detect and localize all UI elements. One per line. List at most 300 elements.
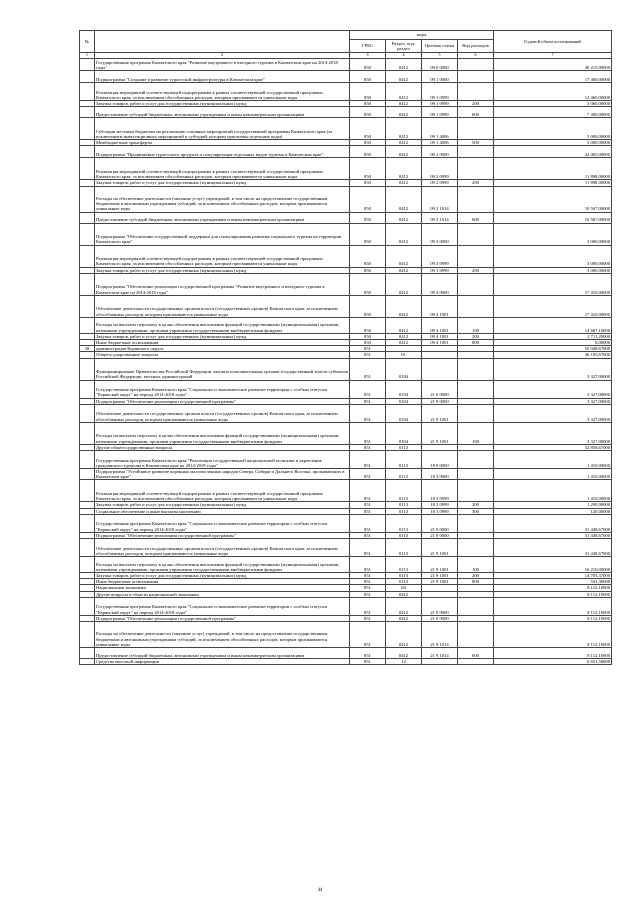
row-target: 09 2 1014 xyxy=(422,186,458,212)
row-number xyxy=(80,404,95,422)
row-type xyxy=(458,514,494,532)
table-row xyxy=(80,404,612,422)
row-target: 09 1 0999 xyxy=(422,101,458,107)
row-grbs: 851 xyxy=(350,508,386,514)
budget-table xyxy=(79,30,612,665)
row-name: Закупка товаров, работ и услуг для государственных (муниципальных) нужд xyxy=(95,333,350,339)
header-row-1 xyxy=(80,31,612,40)
row-name: Подпрограмма "Создание и развитие туристской инфраструктуры в Камчатском крае" xyxy=(95,71,350,83)
table-row xyxy=(80,83,612,101)
row-grbs: 851 xyxy=(350,573,386,579)
table-row xyxy=(80,273,612,295)
col-num-2: 2 xyxy=(95,53,350,59)
row-section: 0412 xyxy=(386,107,422,118)
page-number: 44 xyxy=(317,888,323,893)
row-amount: 3 327,00000 xyxy=(494,422,612,444)
row-type xyxy=(458,380,494,398)
table-row xyxy=(80,622,612,648)
row-number xyxy=(80,622,95,648)
row-number xyxy=(80,158,95,180)
row-amount: 11 898,00000 xyxy=(494,180,612,186)
row-type: 500 xyxy=(458,140,494,146)
row-grbs: 850 xyxy=(350,223,386,245)
row-number xyxy=(80,273,95,295)
row-type xyxy=(458,295,494,317)
table-row xyxy=(80,158,612,180)
row-name: Подпрограмма "Обеспечение государственной поддержки для стимулирования развития социального туризма на территории Камчатского края" xyxy=(95,223,350,245)
row-type xyxy=(458,622,494,648)
row-type xyxy=(458,597,494,615)
row-section: 0412 xyxy=(386,317,422,333)
row-section: 0113 xyxy=(386,579,422,585)
row-section: 0412 xyxy=(386,118,422,140)
table-row xyxy=(80,539,612,557)
row-grbs: 850 xyxy=(350,212,386,223)
row-number xyxy=(80,118,95,140)
row-amount: 17 410,00000 xyxy=(494,295,612,317)
row-amount: 7 400,00000 xyxy=(494,107,612,118)
table-row xyxy=(80,480,612,502)
header-target: Целевая статья xyxy=(422,40,458,53)
row-type: 200 xyxy=(458,180,494,186)
row-name: Средства массовой информации xyxy=(95,659,350,665)
row-section: 0412 xyxy=(386,340,422,346)
row-section: 04 xyxy=(386,585,422,591)
col-num-3: 3 xyxy=(350,53,386,59)
row-target: 21 0 0000 xyxy=(422,380,458,398)
row-grbs: 850 xyxy=(350,295,386,317)
row-grbs: 851 xyxy=(350,514,386,532)
row-target: 21 9 1001 xyxy=(422,579,458,585)
row-grbs: 851 xyxy=(350,346,386,352)
row-type xyxy=(458,223,494,245)
row-name: Другие вопросы в области национальной экономики xyxy=(95,591,350,597)
row-name: Закупка товаров, работ и услуг для государственных (муниципальных) нужд xyxy=(95,573,350,579)
row-grbs: 850 xyxy=(350,186,386,212)
table-row xyxy=(80,597,612,615)
row-amount: 1 410,00000 xyxy=(494,451,612,469)
row-name: Предоставление субсидий бюджетным, автономным учреждениям и иным некоммерческим организациям xyxy=(95,107,350,118)
row-target: 09 3 0999 xyxy=(422,245,458,267)
row-name: Межбюджетные трансферты xyxy=(95,140,350,146)
row-amount: 31 448,67000 xyxy=(494,514,612,532)
row-amount: 3 327,00000 xyxy=(494,398,612,404)
row-section: 0412 xyxy=(386,333,422,339)
row-type: 600 xyxy=(458,212,494,223)
row-target: 09 4 1001 xyxy=(422,333,458,339)
row-name: Подпрограмма "Обеспечение реализации государственной программы" xyxy=(95,398,350,404)
row-name: Закупка товаров, работ и услуг для государственных (муниципальных) нужд xyxy=(95,502,350,508)
row-name: Социальное обеспечение и иные выплаты населению xyxy=(95,508,350,514)
row-grbs: 851 xyxy=(350,480,386,502)
table-row xyxy=(80,118,612,140)
row-name: Обеспечение деятельности государственных органов власти (государственных органов) Камчатского края, за исключением обособленных расходов, которым присваиваются уникальные коды xyxy=(95,539,350,557)
row-grbs: 851 xyxy=(350,502,386,508)
row-grbs: 850 xyxy=(350,146,386,158)
row-number xyxy=(80,358,95,380)
row-section: 0412 xyxy=(386,267,422,273)
row-type: 100 xyxy=(458,422,494,444)
row-type xyxy=(458,451,494,469)
row-type xyxy=(458,186,494,212)
table-row xyxy=(80,358,612,380)
row-type: 800 xyxy=(458,579,494,585)
row-name: Субсидии местным бюджетам на реализацию основных мероприятий государственной программы Камчатского края (за исключением инвестиционных мероприятий и субсидий, которым присвоены отдельные коды) xyxy=(95,118,350,140)
row-grbs: 851 xyxy=(350,648,386,659)
row-type: 300 xyxy=(458,508,494,514)
col-num-4: 4 xyxy=(386,53,422,59)
row-target: 09 1 0999 xyxy=(422,83,458,101)
row-amount: 6 651,50000 xyxy=(494,659,612,665)
table-row xyxy=(80,422,612,444)
row-name: Подпрограмма "Продвижение туристского продукта и популяризация отдельных видов туризма в Камчатском крае" xyxy=(95,146,350,158)
row-number xyxy=(80,245,95,267)
row-name: Подпрограмма "Обеспечение реализации государственной программы" xyxy=(95,615,350,621)
row-type xyxy=(458,404,494,422)
row-amount: 31 448,67000 xyxy=(494,539,612,557)
table-row xyxy=(80,648,612,659)
row-section: 0412 xyxy=(386,212,422,223)
row-type xyxy=(458,118,494,140)
row-name: Государственная программа Камчатского края "Социальное и экономическое развитие территории с особым статусом "Корякский округ" на период 2014-2018 годы" xyxy=(95,514,350,532)
row-amount: 6,00000 xyxy=(494,340,612,346)
row-number xyxy=(80,380,95,398)
row-grbs: 851 xyxy=(350,659,386,665)
row-type xyxy=(458,146,494,158)
row-grbs: 851 xyxy=(350,404,386,422)
row-target: 18 3 0999 xyxy=(422,480,458,502)
row-number xyxy=(80,59,95,71)
row-section: 0412 xyxy=(386,615,422,621)
row-amount: 5 060,00000 xyxy=(494,101,612,107)
row-target: 18 0 0000 xyxy=(422,451,458,469)
row-amount: 3 000,00000 xyxy=(494,267,612,273)
row-amount: 22 465,00000 xyxy=(494,146,612,158)
table-row xyxy=(80,514,612,532)
row-number xyxy=(80,186,95,212)
row-amount: 3 000,00000 xyxy=(494,245,612,267)
row-section: 0412 xyxy=(386,295,422,317)
col-num-7: 7 xyxy=(494,53,612,59)
row-amount: 12 460,00000 xyxy=(494,83,612,101)
row-grbs: 851 xyxy=(350,615,386,621)
header-name xyxy=(95,31,350,53)
row-amount: 8 112,10000 xyxy=(494,585,612,591)
row-type: 800 xyxy=(458,340,494,346)
row-name: Расходы на выплаты персоналу в целях обеспечения выполнения функций государственными (муниципальными) органами, казенными учреждениями, органами управления государственными внебюджетными фондами xyxy=(95,317,350,333)
row-type xyxy=(458,539,494,557)
table-row xyxy=(80,245,612,267)
row-section: 0113 xyxy=(386,451,422,469)
row-grbs: 850 xyxy=(350,140,386,146)
row-section: 0412 xyxy=(386,140,422,146)
row-amount: 3 327,00000 xyxy=(494,380,612,398)
row-target: 09 2 1014 xyxy=(422,212,458,223)
row-name: Иные бюджетные ассигнования xyxy=(95,340,350,346)
row-section: 0104 xyxy=(386,398,422,404)
row-amount: 32 858,67000 xyxy=(494,444,612,450)
row-section: 0113 xyxy=(386,469,422,480)
row-type: 100 xyxy=(458,317,494,333)
row-number xyxy=(80,107,95,118)
row-amount: 2 711,29000 xyxy=(494,333,612,339)
row-type: 200 xyxy=(458,502,494,508)
row-grbs: 850 xyxy=(350,118,386,140)
row-type xyxy=(458,480,494,502)
row-amount: 1 410,00000 xyxy=(494,480,612,502)
row-type: 200 xyxy=(458,333,494,339)
table-row xyxy=(80,71,612,83)
table-row xyxy=(80,212,612,223)
row-name: Другие общегосударственные вопросы xyxy=(95,444,350,450)
row-target: 09 3 0999 xyxy=(422,267,458,273)
row-target: 21 9 1001 xyxy=(422,422,458,444)
row-section: 0412 xyxy=(386,223,422,245)
row-section: 0113 xyxy=(386,557,422,573)
row-amount: 8 112,10000 xyxy=(494,597,612,615)
row-name: Закупка товаров, работ и услуг для государственных (муниципальных) нужд xyxy=(95,180,350,186)
row-name: Общегосударственные вопросы xyxy=(95,352,350,358)
row-target: 21 0 0000 xyxy=(422,514,458,532)
row-amount: 36 185,67000 xyxy=(494,352,612,358)
row-target: 09 0 0000 xyxy=(422,59,458,71)
table-row xyxy=(80,59,612,71)
row-section: 0412 xyxy=(386,59,422,71)
row-grbs: 851 xyxy=(350,532,386,538)
row-target: 09 4 1001 xyxy=(422,340,458,346)
row-target: 09 4 1001 xyxy=(422,295,458,317)
row-type: 200 xyxy=(458,267,494,273)
row-target: 09 1 0999 xyxy=(422,107,458,118)
row-number xyxy=(80,514,95,532)
row-amount: 8 112,10000 xyxy=(494,615,612,621)
row-section: 0113 xyxy=(386,508,422,514)
row-name: Расходы на обеспечение деятельности (оказание услуг) учреждений, в том числе на предоставление государственным бюджетным и автономным учреждениям субсидий, за исключением обособленных расходов, которым присваиваются уникальные коды xyxy=(95,186,350,212)
row-name: Расходы на выплаты персоналу в целях обеспечения выполнения функций государственными (муниципальными) органами, казенными учреждениями, органами управления государственными внебюджетными фондами xyxy=(95,557,350,573)
header-codes: коды xyxy=(350,31,494,40)
row-amount: 3 327,00000 xyxy=(494,358,612,380)
row-section: 0113 xyxy=(386,502,422,508)
row-amount: 14 687,10000 xyxy=(494,317,612,333)
row-grbs: 851 xyxy=(350,469,386,480)
row-section: 0113 xyxy=(386,539,422,557)
row-number xyxy=(80,597,95,615)
row-grbs: 851 xyxy=(350,539,386,557)
row-section: 0412 xyxy=(386,158,422,180)
row-grbs: 850 xyxy=(350,59,386,71)
row-section: 12 xyxy=(386,659,422,665)
col-num-6: 6 xyxy=(458,53,494,59)
row-name: Государственная программа Камчатского края "Социальное и экономическое развитие территории с особым статусом "Корякский округ" на период 2014-2018 годы" xyxy=(95,597,350,615)
row-number xyxy=(80,480,95,502)
row-target: 21 9 0000 xyxy=(422,398,458,404)
row-number xyxy=(80,557,95,573)
row-amount: 8 112,10000 xyxy=(494,622,612,648)
row-amount: 1 290,00000 xyxy=(494,502,612,508)
row-section: 0104 xyxy=(386,380,422,398)
table-row xyxy=(80,107,612,118)
row-amount: 533,30000 xyxy=(494,579,612,585)
row-name: Обеспечение деятельности государственных органов власти (государственных органов) Камчатского края, за исключением обособленных расходов, которым присваиваются уникальные коды xyxy=(95,295,350,317)
row-amount: 1 410,00000 xyxy=(494,469,612,480)
row-grbs: 851 xyxy=(350,358,386,380)
row-grbs: 850 xyxy=(350,273,386,295)
row-type: 100 xyxy=(458,557,494,573)
row-name: Подпрограмма "Обеспечение реализации государственной программы "Развитие внутреннего и въездного туризма в Камчатском крае на 2014-2018 годы" xyxy=(95,273,350,295)
header-no: № xyxy=(80,31,95,53)
row-name: Предоставление субсидий бюджетным, автономным учреждениям и иным некоммерческим организациям xyxy=(95,648,350,659)
row-number xyxy=(80,223,95,245)
row-name: Иные бюджетные ассигнования xyxy=(95,579,350,585)
row-amount: 120,00000 xyxy=(494,508,612,514)
row-grbs: 851 xyxy=(350,422,386,444)
row-section: 0412 xyxy=(386,273,422,295)
row-amount: 14 705,37000 xyxy=(494,573,612,579)
row-grbs: 851 xyxy=(350,579,386,585)
row-section: 0104 xyxy=(386,422,422,444)
row-section: 0412 xyxy=(386,180,422,186)
row-grbs: 850 xyxy=(350,333,386,339)
row-type xyxy=(458,469,494,480)
col-num-5: 5 xyxy=(422,53,458,59)
row-name: Реализация мероприятий соответствующей подпрограммы в рамках соответствующей государственной программы Камчатского края, за исключением обособленных расходов, которым присваиваются уникальные коды xyxy=(95,83,350,101)
row-target: 21 0 0000 xyxy=(422,597,458,615)
row-type: 200 xyxy=(458,573,494,579)
row-name: Государственная программа Камчатского края "Реализация государственной национальной политики и укрепление гражданского единства в Камчатском крае на 2014-2018 годы" xyxy=(95,451,350,469)
header-type: Вид расходов xyxy=(458,40,494,53)
row-number xyxy=(80,83,95,101)
row-target: 21 9 1014 xyxy=(422,622,458,648)
row-type xyxy=(458,83,494,101)
row-target: 09 3 0000 xyxy=(422,223,458,245)
table-row xyxy=(80,557,612,573)
row-section: 0113 xyxy=(386,532,422,538)
row-grbs: 851 xyxy=(350,444,386,450)
row-target xyxy=(422,358,458,380)
row-name: Подпрограмма "Устойчивое развитие коренных малочисленных народов Севера, Сибири и Дальнего Востока, проживающих в Камчатском крае" xyxy=(95,469,350,480)
row-number: 38 xyxy=(80,346,95,352)
row-name: Расходы на обеспечение деятельности (оказание услуг) учреждений, в том числе на предоставление государственным бюджетным и автономным учреждениям субсидий, за исключением обособленных расходов, которым присваиваются уникальные коды xyxy=(95,622,350,648)
row-type: 200 xyxy=(458,101,494,107)
row-section: 0412 xyxy=(386,101,422,107)
row-amount: 10 567,00000 xyxy=(494,212,612,223)
table-row xyxy=(80,223,612,245)
row-target: 09 2 0000 xyxy=(422,146,458,158)
row-amount: 8 112,10000 xyxy=(494,591,612,597)
row-name: Предоставление субсидий бюджетным, автономным учреждениям и иным некоммерческим организациям xyxy=(95,212,350,223)
row-grbs: 850 xyxy=(350,317,386,333)
col-num-1: 1 xyxy=(80,53,95,59)
table-row xyxy=(80,380,612,398)
row-name: Государственная программа Камчатского края "Развитие внутреннего и въездного туризма в Камчатском крае на 2014-2018 годы" xyxy=(95,59,350,71)
row-type xyxy=(458,71,494,83)
row-target: 21 9 1014 xyxy=(422,648,458,659)
row-grbs: 851 xyxy=(350,591,386,597)
row-name: Расходы на выплаты персоналу в целях обеспечения выполнения функций государственными (муниципальными) органами, казенными учреждениями, органами управления государственными внебюджетными фондами xyxy=(95,422,350,444)
row-amount: 16 210,00000 xyxy=(494,557,612,573)
row-target: 09 1 0000 xyxy=(422,71,458,83)
row-target: 09 2 0999 xyxy=(422,158,458,180)
row-section: 0412 xyxy=(386,146,422,158)
table-row xyxy=(80,295,612,317)
row-number xyxy=(80,659,95,665)
row-amount: 8 112,10000 xyxy=(494,648,612,659)
row-target: 09 4 1001 xyxy=(422,317,458,333)
header-section: Раздел, под-раздел xyxy=(386,40,422,53)
row-target: 09 2 0999 xyxy=(422,180,458,186)
table-row xyxy=(80,146,612,158)
row-target: 21 9 1001 xyxy=(422,539,458,557)
row-number xyxy=(80,317,95,333)
row-section: 0104 xyxy=(386,358,422,380)
table-row xyxy=(80,469,612,480)
row-target: 21 9 0000 xyxy=(422,615,458,621)
row-grbs: 850 xyxy=(350,107,386,118)
header-grbs: ГРБС xyxy=(350,40,386,53)
row-section: 0412 xyxy=(386,648,422,659)
row-number xyxy=(80,539,95,557)
row-type xyxy=(458,245,494,267)
row-amount: 3 000,00000 xyxy=(494,223,612,245)
row-name: Реализация мероприятий соответствующей подпрограммы в рамках соответствующей государственной программы Камчатского края, за исключением обособленных расходов, которым присваиваются уникальные коды xyxy=(95,245,350,267)
row-section: 0412 xyxy=(386,622,422,648)
row-amount: 50 948,67000 xyxy=(494,346,612,352)
header-amount: Годовой объем ассигнований xyxy=(494,31,612,53)
row-type: 600 xyxy=(458,107,494,118)
row-grbs: 851 xyxy=(350,557,386,573)
table-body xyxy=(80,59,612,665)
row-name: Закупка товаров, работ и услуг для государственных (муниципальных) нужд xyxy=(95,101,350,107)
row-grbs: 850 xyxy=(350,245,386,267)
row-number xyxy=(80,212,95,223)
row-number xyxy=(80,422,95,444)
row-grbs: 850 xyxy=(350,267,386,273)
row-type xyxy=(458,358,494,380)
row-name: Национальная экономика xyxy=(95,585,350,591)
row-number xyxy=(80,295,95,317)
row-target: 21 9 1001 xyxy=(422,557,458,573)
row-grbs: 851 xyxy=(350,352,386,358)
row-section: 0412 xyxy=(386,591,422,597)
row-grbs: 851 xyxy=(350,585,386,591)
row-section: 0412 xyxy=(386,71,422,83)
row-number xyxy=(80,451,95,469)
row-target: 09 1 4006 xyxy=(422,140,458,146)
row-type xyxy=(458,59,494,71)
row-grbs: 851 xyxy=(350,398,386,404)
row-amount: 3 327,00000 xyxy=(494,404,612,422)
row-type: 600 xyxy=(458,648,494,659)
row-grbs: 851 xyxy=(350,380,386,398)
table-row xyxy=(80,659,612,665)
table-row xyxy=(80,317,612,333)
row-grbs: 850 xyxy=(350,180,386,186)
row-section: 0113 xyxy=(386,573,422,579)
row-section: 0412 xyxy=(386,83,422,101)
row-target: 18 3 0000 xyxy=(422,469,458,480)
row-type xyxy=(458,659,494,665)
row-grbs: 850 xyxy=(350,71,386,83)
row-number xyxy=(80,469,95,480)
row-type xyxy=(458,158,494,180)
row-name: Государственная программа Камчатского края "Социальное и экономическое развитие территории с особым статусом "Корякский округ" на период 2014-2018 годы" xyxy=(95,380,350,398)
row-target: 09 4 0000 xyxy=(422,273,458,295)
row-target: 21 9 0000 xyxy=(422,532,458,538)
table-row xyxy=(80,186,612,212)
row-name: Закупка товаров, работ и услуг для государственных (муниципальных) нужд xyxy=(95,267,350,273)
row-amount: 11 898,00000 xyxy=(494,158,612,180)
row-target: 21 9 1001 xyxy=(422,404,458,422)
